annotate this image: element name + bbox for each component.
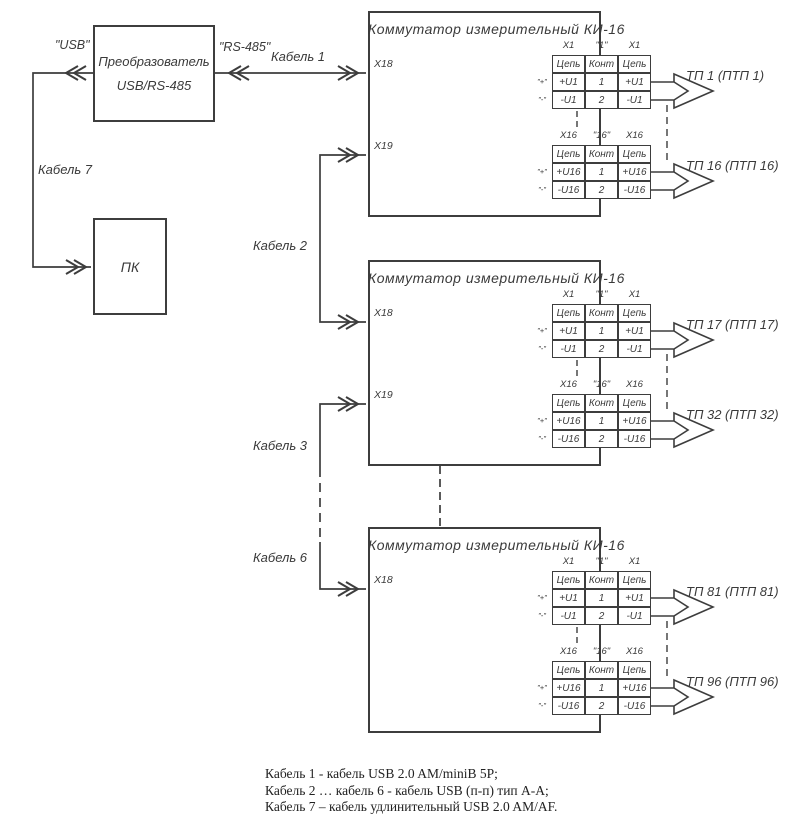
connector-x16 bbox=[537, 646, 651, 715]
pin-table bbox=[552, 145, 651, 199]
col-header: Цепь bbox=[552, 394, 585, 412]
col-header: Цепь bbox=[552, 55, 585, 73]
cable7-label: Кабель 7 bbox=[38, 162, 93, 177]
circuit-cell: +U1 bbox=[552, 589, 585, 607]
connector-id: Х1 bbox=[628, 556, 641, 567]
col-header: Цепь bbox=[618, 661, 651, 679]
pin-cell: 2 bbox=[585, 91, 618, 109]
polarity-plus-mark: "+" bbox=[537, 167, 547, 176]
circuit-cell: -U16 bbox=[618, 697, 651, 715]
cable6-line bbox=[320, 542, 366, 589]
connector-id: Х16 bbox=[626, 379, 643, 390]
pin-table bbox=[552, 661, 651, 715]
connector-id: Х1 bbox=[562, 289, 575, 300]
connector-id: Х1 bbox=[628, 289, 641, 300]
pin-cell: 2 bbox=[585, 697, 618, 715]
col-header: Конт bbox=[585, 571, 618, 589]
commutator-title: Коммутатор измерительный КИ-16 bbox=[368, 537, 625, 553]
col-header: Конт bbox=[585, 55, 618, 73]
col-header: Конт bbox=[585, 145, 618, 163]
col-header: Цепь bbox=[618, 145, 651, 163]
pc-box bbox=[93, 218, 167, 315]
connector-id: Х16 bbox=[560, 646, 577, 657]
tp-label: ТП 96 (ПТП 96) bbox=[686, 674, 779, 689]
converter-label-line1: Преобразователь bbox=[98, 53, 210, 69]
commutator-2 bbox=[368, 260, 778, 466]
pin-table bbox=[552, 394, 651, 448]
connector-x1 bbox=[537, 556, 651, 625]
polarity-minus-mark: "-" bbox=[538, 344, 546, 353]
connector-marking: "16" bbox=[592, 646, 611, 657]
connector-marking: "1" bbox=[595, 556, 608, 567]
connector-id: Х1 bbox=[628, 40, 641, 51]
polarity-minus-mark: "-" bbox=[538, 185, 546, 194]
usb-port-label: "USB" bbox=[55, 38, 90, 52]
pin-cell: 1 bbox=[585, 679, 618, 697]
connector-x16 bbox=[537, 379, 651, 448]
pin-cell: 2 bbox=[585, 181, 618, 199]
pc-label: ПК bbox=[120, 258, 140, 275]
pin-cell: 2 bbox=[585, 340, 618, 358]
pin-cell: 1 bbox=[585, 589, 618, 607]
polarity-plus-mark: "+" bbox=[537, 326, 547, 335]
cable2-label: Кабель 2 bbox=[253, 238, 308, 253]
circuit-cell: -U1 bbox=[618, 91, 651, 109]
circuit-cell: -U16 bbox=[552, 181, 585, 199]
pin-cell: 2 bbox=[585, 607, 618, 625]
circuit-cell: -U16 bbox=[552, 430, 585, 448]
circuit-cell: +U16 bbox=[552, 412, 585, 430]
connector-header bbox=[552, 40, 651, 55]
col-header: Конт bbox=[585, 394, 618, 412]
connector-marking: "16" bbox=[592, 379, 611, 390]
pin-cell: 1 bbox=[585, 412, 618, 430]
col-header: Цепь bbox=[552, 304, 585, 322]
connector-x1 bbox=[537, 40, 651, 109]
connector-x1 bbox=[537, 289, 651, 358]
col-header: Цепь bbox=[618, 394, 651, 412]
port-x18-label: Х18 bbox=[374, 307, 393, 319]
cable3-line bbox=[320, 404, 366, 468]
note-line: Кабель 1 - кабель USB 2.0 AM/miniB 5P; bbox=[265, 766, 498, 781]
circuit-cell: +U16 bbox=[552, 163, 585, 181]
connector-marking: "16" bbox=[592, 130, 611, 141]
commutator-title: Коммутатор измерительный КИ-16 bbox=[368, 21, 625, 37]
cable-notes bbox=[265, 766, 557, 816]
connector-marking: "1" bbox=[595, 289, 608, 300]
polarity-plus-mark: "+" bbox=[537, 77, 547, 86]
commutator-1 bbox=[368, 11, 778, 217]
note-line: Кабель 7 – кабель удлинительный USB 2.0 AM/AF. bbox=[265, 799, 558, 814]
connector-marking: "1" bbox=[595, 40, 608, 51]
commutator-3 bbox=[368, 527, 778, 733]
note-line: Кабель 2 … кабель 6 - кабель USB (п-п) тип А-А; bbox=[265, 782, 549, 798]
col-header: Цепь bbox=[552, 145, 585, 163]
connector-x16 bbox=[537, 130, 651, 199]
polarity-plus-mark: "+" bbox=[537, 416, 547, 425]
pin-cell: 1 bbox=[585, 73, 618, 91]
connector-id: Х16 bbox=[626, 130, 643, 141]
circuit-cell: -U16 bbox=[552, 697, 585, 715]
circuit-cell: +U16 bbox=[618, 679, 651, 697]
polarity-plus-mark: "+" bbox=[537, 593, 547, 602]
cable1-label: Кабель 1 bbox=[271, 49, 326, 64]
circuit-cell: -U1 bbox=[618, 340, 651, 358]
circuit-cell: +U16 bbox=[618, 163, 651, 181]
circuit-cell: +U1 bbox=[618, 73, 651, 91]
circuit-cell: -U1 bbox=[552, 607, 585, 625]
pin-table bbox=[552, 55, 651, 109]
polarity-minus-mark: "-" bbox=[538, 611, 546, 620]
connector-id: Х16 bbox=[560, 130, 577, 141]
port-x18-label: Х18 bbox=[374, 574, 393, 586]
connector-header bbox=[552, 556, 651, 571]
connector-id: Х16 bbox=[626, 646, 643, 657]
tp-label: ТП 16 (ПТП 16) bbox=[686, 158, 779, 173]
port-x18-label: Х18 bbox=[374, 58, 393, 70]
circuit-cell: +U1 bbox=[552, 322, 585, 340]
pin-cell: 2 bbox=[585, 430, 618, 448]
port-x19-label: Х19 bbox=[374, 140, 393, 152]
usb-rs485-converter-box bbox=[93, 25, 215, 122]
polarity-plus-mark: "+" bbox=[537, 683, 547, 692]
pin-cell: 1 bbox=[585, 163, 618, 181]
circuit-cell: +U16 bbox=[618, 412, 651, 430]
connector-id: Х16 bbox=[560, 379, 577, 390]
circuit-cell: -U1 bbox=[552, 340, 585, 358]
tp-label: ТП 1 (ПТП 1) bbox=[686, 68, 765, 83]
cable6-label: Кабель 6 bbox=[253, 550, 308, 565]
circuit-cell: +U16 bbox=[552, 679, 585, 697]
connector-id: Х1 bbox=[562, 40, 575, 51]
col-header: Конт bbox=[585, 661, 618, 679]
circuit-cell: -U1 bbox=[552, 91, 585, 109]
connector-header bbox=[552, 130, 651, 145]
pin-cell: 1 bbox=[585, 322, 618, 340]
circuit-cell: -U1 bbox=[618, 607, 651, 625]
col-header: Цепь bbox=[618, 571, 651, 589]
circuit-cell: +U1 bbox=[618, 322, 651, 340]
col-header: Цепь bbox=[618, 55, 651, 73]
port-x19-label: Х19 bbox=[374, 389, 393, 401]
col-header: Конт bbox=[585, 304, 618, 322]
cable2-line bbox=[320, 155, 366, 322]
connector-header bbox=[552, 379, 651, 394]
col-header: Цепь bbox=[552, 571, 585, 589]
polarity-minus-mark: "-" bbox=[538, 434, 546, 443]
col-header: Цепь bbox=[618, 304, 651, 322]
polarity-minus-mark: "-" bbox=[538, 701, 546, 710]
circuit-cell: -U16 bbox=[618, 430, 651, 448]
rs485-port-label: "RS-485" bbox=[219, 40, 271, 54]
pin-table bbox=[552, 304, 651, 358]
circuit-cell: -U16 bbox=[618, 181, 651, 199]
circuit-cell: +U1 bbox=[618, 589, 651, 607]
col-header: Цепь bbox=[552, 661, 585, 679]
converter-label-line2: USB/RS-485 bbox=[116, 77, 192, 93]
tp-label: ТП 81 (ПТП 81) bbox=[686, 584, 779, 599]
connector-id: Х1 bbox=[562, 556, 575, 567]
commutator-title: Коммутатор измерительный КИ-16 bbox=[368, 270, 625, 286]
cable3-label: Кабель 3 bbox=[253, 438, 308, 453]
connector-header bbox=[552, 646, 651, 661]
tp-label: ТП 17 (ПТП 17) bbox=[686, 317, 779, 332]
polarity-minus-mark: "-" bbox=[538, 95, 546, 104]
pin-table bbox=[552, 571, 651, 625]
circuit-cell: +U1 bbox=[552, 73, 585, 91]
connector-header bbox=[552, 289, 651, 304]
tp-label: ТП 32 (ПТП 32) bbox=[686, 407, 779, 422]
